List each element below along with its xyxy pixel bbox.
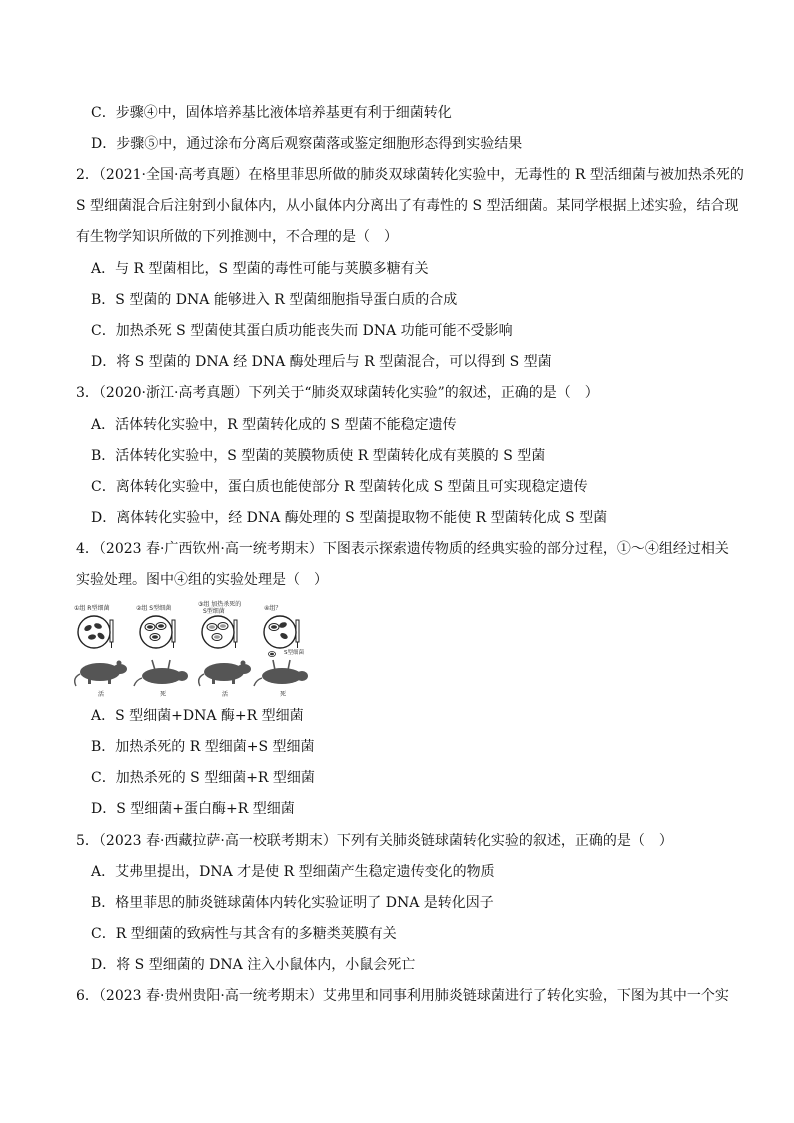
q2-stem-line-2: S 型细菌混合后注射到小鼠体内，从小鼠体内分离出了有毒性的 S 型活细菌。某同学根据上述实验，结合现	[76, 198, 739, 214]
mouse-1-alive	[75, 661, 127, 687]
q2-option-d: D．将 S 型菌的 DNA 经 DNA 酶处理后与 R 型菌混合，可以得到 S 型菌	[91, 354, 552, 370]
result-2: 死	[160, 691, 167, 698]
q4-option-b: B．加热杀死的 R 型细菌+S 型细菌	[91, 739, 315, 755]
q3-stem-line-1: 3．（2020·浙江·高考真题）下列关于“肺炎双球菌转化实验”的叙述，正确的是（ ）	[76, 385, 599, 401]
dish-4	[264, 616, 299, 648]
q5-option-a: A．艾弗里提出，DNA 才是使 R 型细菌产生稳定遗传变化的物质	[91, 864, 495, 880]
s-bacteria-label: S型细菌	[284, 650, 304, 656]
q3-option-a: A．活体转化实验中，R 型菌转化成的 S 型菌不能稳定遗传	[91, 417, 457, 433]
dish-1	[78, 616, 113, 648]
result-3: 活	[222, 691, 229, 698]
dish-2	[140, 616, 175, 648]
dish-3	[202, 616, 237, 648]
result-4: 死	[280, 691, 287, 698]
q1-option-c: C．步骤④中，固体培养基比液体培养基更有利于细菌转化	[91, 105, 452, 121]
q3-option-d: D．离体转化实验中，经 DNA 酶处理的 S 型菌提取物不能使 R 型菌转化成 S 型菌	[91, 510, 608, 526]
q2-stem-line-3: 有生物学知识所做的下列推测中，不合理的是（ ）	[76, 229, 398, 245]
q5-option-b: B．格里菲思的肺炎链球菌体内转化实验证明了 DNA 是转化因子	[91, 895, 494, 911]
group-3-label: ③组 加热杀死的	[198, 601, 242, 608]
q4-option-d: D．S 型细菌+蛋白酶+R 型细菌	[91, 801, 295, 817]
mouse-2-dead	[134, 660, 188, 686]
q2-option-a: A．与 R 型菌相比，S 型菌的毒性可能与荚膜多糖有关	[91, 261, 429, 277]
q5-stem-line-1: 5．（2023 春·西藏拉萨·高一校联考期末）下列有关肺炎链球菌转化实验的叙述，正确的是（ ）	[76, 833, 673, 849]
q3-option-c: C．离体转化实验中，蛋白质也能使部分 R 型菌转化成 S 型菌且可实现稳定遗传	[91, 479, 588, 495]
q4-stem-line-1: 4．（2023 春·广西钦州·高一统考期末）下图表示探索遗传物质的经典实验的部分过程，①～④组经过相关	[76, 541, 729, 557]
q1-option-d: D．步骤⑤中，通过涂布分离后观察菌落或鉴定细胞形态得到实验结果	[91, 136, 523, 152]
q5-option-c: C．R 型细菌的致病性与其含有的多糖类荚膜有关	[91, 926, 397, 942]
q4-stem-line-2: 实验处理。图中④组的实验处理是（ ）	[76, 572, 328, 588]
group-1-label: ①组 R型细菌	[74, 605, 110, 612]
mouse-3-alive	[199, 661, 251, 687]
result-1: 活	[98, 691, 105, 698]
group-2-label: ②组 S型细菌	[136, 605, 172, 612]
q2-stem-line-1: 2．（2021·全国·高考真题）在格里菲思所做的肺炎双球菌转化实验中，无毒性的 R 型活细菌与被加热杀死的	[76, 167, 744, 183]
q2-option-b: B．S 型菌的 DNA 能够进入 R 型菌细胞指导蛋白质的合成	[91, 292, 458, 308]
q2-option-c: C．加热杀死 S 型菌使其蛋白质功能丧失而 DNA 功能可能不受影响	[91, 323, 513, 339]
group-4-label: ④组？	[264, 605, 282, 612]
experiment-figure	[70, 600, 310, 700]
q4-option-a: A．S 型细菌+DNA 酶+R 型细菌	[91, 708, 304, 724]
q5-option-d: D．将 S 型细菌的 DNA 注入小鼠体内，小鼠会死亡	[91, 957, 416, 973]
q4-option-c: C．加热杀死的 S 型细菌+R 型细菌	[91, 770, 315, 786]
group-3-sublabel: S型细菌	[203, 608, 225, 615]
q3-option-b: B．活体转化实验中，S 型菌的荚膜物质使 R 型菌转化成有荚膜的 S 型菌	[91, 448, 546, 464]
q6-stem-line-1: 6．（2023 春·贵州贵阳·高一统考期末）艾弗里和同事利用肺炎链球菌进行了转化实验，下图为其中一个实	[76, 988, 729, 1004]
mouse-4-dead	[254, 652, 308, 687]
